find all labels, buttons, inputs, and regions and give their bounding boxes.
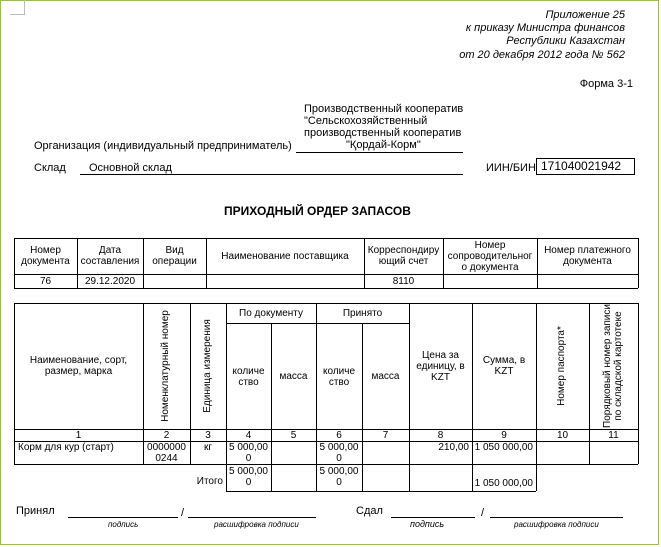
handed-decoding-line: [490, 517, 623, 518]
organization-value-1: Производственный кооператив: [304, 103, 464, 115]
row-doc-no: 76: [39, 276, 52, 287]
warehouse-label: Склад: [34, 162, 66, 174]
iin-label: ИИН/БИН: [486, 162, 536, 174]
col-nomenclature-header: Номенклатурный номер: [160, 310, 171, 422]
items-table-total-line: [226, 491, 536, 492]
item-nomenclature: 0000000 0244: [147, 442, 186, 464]
item-doc-qty: 5 000,00 0: [229, 442, 268, 464]
received-signature-line: [68, 517, 178, 518]
col-number: 9: [501, 430, 507, 441]
row-supplier: [206, 275, 364, 288]
received-signature-caption: подпись: [108, 520, 139, 529]
appendix-line-1: Приложение 25: [545, 9, 625, 21]
col-op-type-header: Вид операции: [152, 245, 197, 267]
col-payment-doc-header: Номер платежного документа: [544, 245, 631, 267]
col-account-header: Корреспондиру ющий счет: [367, 245, 440, 267]
col-number: 4: [245, 430, 252, 441]
col-passport-header: Номер паспорта*: [556, 326, 567, 406]
item-doc-mass: [271, 442, 316, 453]
col-name-header: Наименование, сорт, размер, марка: [29, 355, 128, 377]
items-table-vline: [536, 303, 537, 491]
organization-value-3: производственный кооператив: [304, 127, 462, 139]
item-acc-qty: 5 000,00 0: [319, 442, 359, 464]
col-by-document-header: По документу: [239, 307, 303, 319]
row-op-type: [143, 275, 206, 288]
handed-separator: /: [481, 507, 485, 519]
organization-underline: [296, 152, 463, 153]
row-payment-doc: [537, 275, 638, 288]
row-account: 8110: [392, 276, 415, 287]
total-acc-qty: 5 000,00 0: [319, 466, 359, 488]
row-accomp-doc: [443, 275, 537, 288]
received-label: Принял: [16, 505, 55, 517]
organization-value-4: "Қордай-Корм": [346, 139, 421, 151]
col-date-header: Дата составления: [80, 245, 140, 267]
organization-label: Организация (индивидуальный предприниматель): [34, 140, 292, 152]
item-name: Корм для кур (старт): [18, 442, 114, 453]
col-acc-qty-header: количе ство: [322, 365, 356, 388]
col-number: 8: [437, 430, 444, 441]
total-label: Итого: [196, 476, 223, 487]
handed-signature-caption: подпись: [410, 519, 445, 529]
col-doc-mass-header: масса: [279, 371, 308, 382]
item-passport: [536, 442, 589, 453]
col-accomp-doc-header: Номер сопроводительног о документа: [447, 239, 533, 273]
organization-value-2: "Сельскохозяйственный: [304, 115, 428, 127]
col-number: 3: [205, 430, 211, 441]
document-title: ПРИХОДНЫЙ ОРДЕР ЗАПАСОВ: [224, 204, 411, 218]
col-number: 6: [336, 430, 342, 441]
appendix-line-4: от 20 декабря 2012 года № 562: [459, 49, 625, 61]
col-number: 2: [163, 430, 170, 441]
col-supplier-header: Наименование поставщика: [221, 250, 349, 262]
total-doc-qty: 5 000,00 0: [229, 466, 268, 488]
appendix-line-3: Республики Казахстан: [506, 35, 625, 47]
col-number: 5: [290, 430, 297, 441]
col-unit-header: Единица измерения: [202, 319, 213, 413]
iin-value: 171040021942: [536, 158, 635, 175]
appendix-line-2: к приказу Министра финансов: [465, 22, 625, 34]
header-table-border-bottom: [14, 288, 638, 289]
col-price-header: Цена за единицу, в KZT: [416, 349, 465, 383]
handed-signature-line: [391, 517, 475, 518]
col-card-no-header: Порядковый номер записи по складской картотеке: [602, 304, 624, 428]
item-price: 210,00: [438, 442, 469, 453]
handed-label: Сдал: [356, 505, 383, 517]
col-doc-qty-header: количе ство: [232, 365, 265, 388]
form-number: Форма 3-1: [579, 78, 633, 90]
col-number: 7: [382, 430, 389, 441]
item-sum: 1 050 000,00: [474, 442, 533, 453]
handed-decoding-caption: расшифровка подписи: [514, 520, 599, 529]
page-corner-mark: [10, 0, 25, 15]
col-number: 11: [608, 430, 619, 441]
col-doc-no-header: Номер документа: [21, 245, 70, 267]
received-decoding-line: [188, 517, 316, 518]
item-acc-mass: [362, 442, 409, 453]
warehouse-value: Основной склад: [89, 162, 172, 174]
item-unit: кг: [203, 442, 213, 453]
col-number: 10: [556, 430, 569, 441]
items-table-vline: [638, 303, 639, 464]
warehouse-underline: [80, 174, 463, 175]
col-accepted-header: Принято: [342, 307, 383, 319]
total-sum: 1 050 000,00: [474, 477, 533, 489]
row-date: 29.12.2020: [84, 276, 136, 287]
col-acc-mass-header: масса: [371, 371, 400, 382]
received-decoding-caption: расшифровка подписи: [214, 520, 299, 529]
col-number: 1: [75, 430, 82, 441]
header-table-vline: [638, 238, 639, 288]
item-card-no: [589, 442, 638, 453]
received-separator: /: [181, 507, 185, 519]
col-sum-header: Сумма, в KZT: [482, 355, 526, 377]
